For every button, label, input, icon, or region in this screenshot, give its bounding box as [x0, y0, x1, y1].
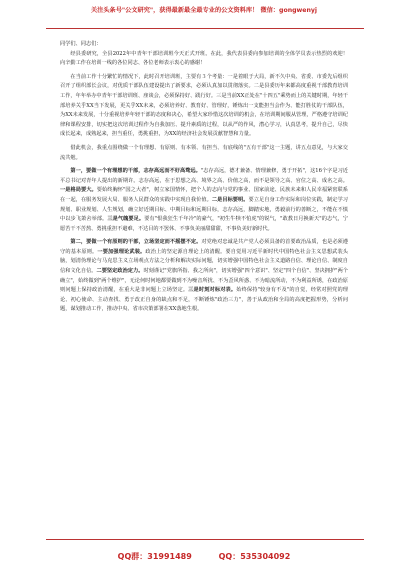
- point-one-heading: 第一，要做一个有理想的干部，志存高远而不好高骛远。: [70, 168, 201, 175]
- paragraph-point-two: [60, 238, 348, 315]
- point-one-text-3: 要有"恨我狂生千年冷"的豪气，"初生牛犊不怕虎"的锐气，"敢教日月换新天"的志气，宁愿苦干不苦熬、勇挑重担不避难，不达目的不罢休、不事负美丽甜甜甜，不事负美好新时代。: [60, 216, 348, 232]
- banner-line-1: 关注头条号"公文研究"，获得最新最全最专业的公文资料库！ 微信：gongwenyj: [90, 7, 318, 14]
- point-two-text-2: 时刻谨记"党旗所指、我之所向"，切实增强"四个意识"、坚定"四个自信"、坚决拥护"两个确立"，始终做到"两个维护"，无论何时何地都要做到不为噪音所扰、不为歪风所惑、不为暗流所动，不为利益所诱，在政治原则问题上保持政治清醒，在重大是非问题上立场坚定。: [60, 268, 348, 294]
- point-one-intro: "志存高远，德才兼备、情理兼修，勇于开拓"，这16个字是习近平总书记对青年人提出的新期许。志存高远，在于思想之高、境界之高、价值之高，而不是领导之高、官位之高、成名之高。: [60, 168, 348, 184]
- point-two-sub-1: 一要加强理论武装。: [97, 248, 146, 255]
- paragraph-point-one: [60, 167, 348, 234]
- point-one-sub-2: 二是目标要明。: [211, 196, 249, 203]
- point-two-heading: 第二，要做一个有原则的干部，立场坚定而不摇摆不定。: [70, 239, 202, 246]
- document-body: [60, 40, 348, 315]
- point-two-intro: 对党绝对忠诚是共产党人必须具备的首要政治品质，也是必须遵守的基本原则。: [60, 239, 348, 255]
- point-two-sub-3: 三是时刻对标对表。: [188, 287, 237, 294]
- point-two-text-1: 政治上的坚定源自理论上的清醒。要自觉用习近平新时代中国特色社会主义思想武装头脑，划清伪理论与马克思主义立场观点方法之分析和解决实际问题，切实增强中国特色社会主义道路自信、理论自信、制度自信和文化自信。: [60, 248, 348, 275]
- header-divider: [46, 28, 364, 29]
- footer-contact: [0, 551, 408, 562]
- paragraph-welcome: 经县委研究，全县2022年中青年干部培训班今天正式开班。在此，我代表县委向参加培训的全体学员表示热烈的欢迎！向辛勤工作在培训一线的各位同志、各位老师表示衷心的感谢！: [60, 50, 348, 67]
- point-one-sub-3: 三是气魄要足。: [107, 216, 145, 223]
- footer-qq-group: QQ群：31991489: [117, 552, 192, 561]
- point-two-sub-2: 二要坚定政治定力。: [96, 268, 144, 275]
- paragraph-considerations: 在当前工作十分繁忙的情况下，此时召开培训班，主要有３个考量：一是着眼于大局，新不久中央、省委、市委先后组织召开了组织部长会议，对优质干部队伍建设提出了新要求，必须认真加以贯彻落实。二是县委历年来都高度重视干部教育培训工作，年年举办中青年干部培训班、座谈会，必须保持好、践行好。三是当前XX正处在"十四五"乘势而上的关键时期，年轻干部培养关乎XX当下发展，更关乎XX未来，必须培养好、教育好、管理好，锤炼出一支能担当会作为、能打胜仗的干部队伍，为XX未来发展，十分重视培养年轻干部的态度和决心，希望大家珍惜这次培训的机会，在培训期间服从管理，严格遵守培训纪律和课程安排，切实把这次培训过程作为自我加压、提升素质的过程，以从严的作风，潜心学习，认真思考，提升自己，尽快成长起来，成熟起来，担当重任，勇挑重担，为XX的经济社会发展贡献智慧和力量。: [60, 73, 348, 138]
- header-banner: [0, 6, 408, 16]
- point-one-text-1: 要始终胸怀"国之大者"，树立家国情怀，把个人的志向与党的事业、国家前途、民族未来和人民幸福紧密联系在一起，在服务发展大局、服务人民群众的实践中实现自我价值。: [60, 187, 348, 203]
- point-one-sub-1: 一是格局要大。: [60, 187, 97, 194]
- paragraph-theme: 借此机会，我重点围绕做一个有理想、有原则、有本领、有担当、有底线的"五有干部"这一主题，讲五点意见，与大家交流共勉。: [60, 144, 348, 161]
- point-two-text-3: 始终保持"较身有不及"的自觉，经常对照党的理论、初心使命、主动查找、勇于改正自身的缺点和不足，不断锤炼"政治三力"，善于从政治和全局的高度把握形势，分析问题，谋划推动工作，推动中央、省市决策部署在XX落地生根。: [60, 287, 348, 313]
- footer-qq-number: QQ：535304092: [218, 552, 291, 561]
- greeting: 同学们、同志们：: [60, 41, 102, 47]
- point-one-text-2: 要立足自身工作实际和岗位实践，制定学习规划、职业规划、人生规划，确立好近期目标、中期目标和远期目标，志存高远，脚踏实地，勇毅前行的善断之，不能在不慎中以步飞萧舍举部。: [60, 196, 348, 223]
- footer-divider: [46, 539, 364, 540]
